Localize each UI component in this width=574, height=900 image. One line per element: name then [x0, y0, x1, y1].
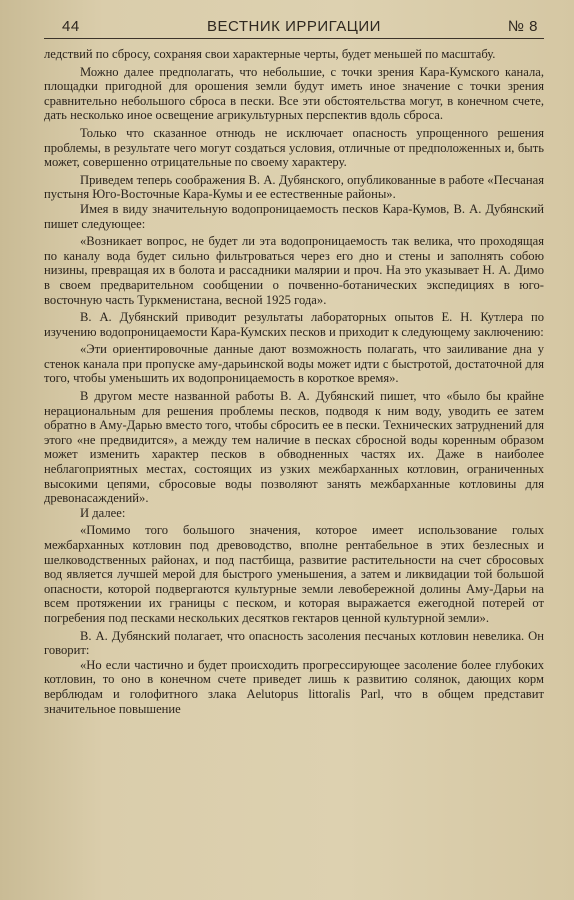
quotation: «Возникает вопрос, не будет ли эта водопроницаемость так велика, что проходящая по каналу вода будет сильно фильтроваться через его дно и стены и заполнять собою низины, превращая их в болота и рассадники малярии и проч. На это указывает Н. А. Димо в своем предварительном сообщении о почвенно-ботанических экспедициях в юго-восточную часть Туркменистана, весной 1925 года».: [44, 234, 544, 307]
paragraph: Только что сказанное отнюдь не исключает опасность упрощенного решения проблемы, в результате чего могут создаться условия, отличные от предположенных и, быть может, совершенно отрицательные по своему характеру.: [44, 125, 544, 170]
paragraph: И далее:: [80, 505, 126, 520]
page-number: 44: [62, 18, 80, 35]
paragraph: Имея в виду значительную водопроницаемость песков Кара-Кумов, В. А. Дубянский пишет следующее:: [44, 201, 544, 231]
paragraph: В. А. Дубянский полагает, что опасность засоления песчаных котловин невелика. Он говорит:: [44, 628, 544, 658]
quotation: «Но если частично и будет происходить прогрессирующее засоление более глубоких котловин, то оно в конечном счете приведет лишь к развитию солянок, дающих корм верблюдам и голофитного злака Aelutopus littoralis Parl, что в общем представит значительное повышение: [44, 657, 544, 716]
running-header: [44, 16, 544, 39]
paragraph: В другом месте названной работы В. А. Дубянский пишет, что «было бы крайне нерациональным для решения проблемы песков, подводя к ним воду, уводить ее затем обратно в Аму-Дарью вместо того, чтобы сбросить ее в пески. Технических затруднений для этого «не предвидится», а между тем наличие в песках сбросной воды коренным образом может изменить характер песков в обводненных частях их. Даже в наиболее неблагоприятных местах, состоящих из узких межбарханных котловин, ограниченных высокими цепями, сбросовые воды позволяют занять межбарханные котловины для древонасаждений».: [44, 389, 544, 506]
paragraph: Можно далее предполагать, что небольшие, с точки зрения Кара-Кумского канала, площадки пригодной для орошения земли будут иметь иное значение с точки зрения сравнительно небольшого сброса в пески. Все эти обстоятельства могут, в конечном счете, дать несколько иное освещение агрикультурных перспектив вдоль сброса.: [44, 64, 544, 123]
paragraph-continued: ледствий по сбросу, сохраняя свои характерные черты, будет меньшей по масштабу.: [44, 47, 496, 61]
article-body: [44, 47, 544, 716]
quotation: «Эти ориентировочные данные дают возможность полагать, что заиливание дна у стенок канала при пропуске аму-дарьинской воды может идти с быстротой, достаточной для того, чтобы уменьшить их водопроницаемость в короткое время».: [44, 342, 544, 386]
paragraph: В. А. Дубянский приводит результаты лабораторных опытов Е. Н. Кутлера по изучению водопроницаемости Кара-Кумских песков и приходит к следующему заключению:: [44, 310, 544, 339]
issue-number: № 8: [507, 18, 538, 35]
journal-title: ВЕСТНИК ИРРИГАЦИИ: [207, 18, 381, 35]
paragraph: Приведем теперь соображения В. А. Дубянского, опубликованные в работе «Песчаная пустыня Юго-Восточные Кара-Кумы и ее естественные районы».: [44, 172, 544, 202]
quotation: «Помимо того большого значения, которое имеет использование голых межбарханных котловин под древоводство, вполне рентабельное в этих безлесных и шелководственных районах, и под пастбища, развитие растительности на счет сбросовых вод является лучшей мерой для быстрого уменьшения, а затем и ликвидации той большой опасности, которой подвергаются культурные земли левобережной долины Аму-Дарьи на всем протяжении их границы с песком, и которая выражается ежегодной потерей от погребения под песками нескольких десятков гектаров ценной культурной земли».: [44, 523, 544, 625]
